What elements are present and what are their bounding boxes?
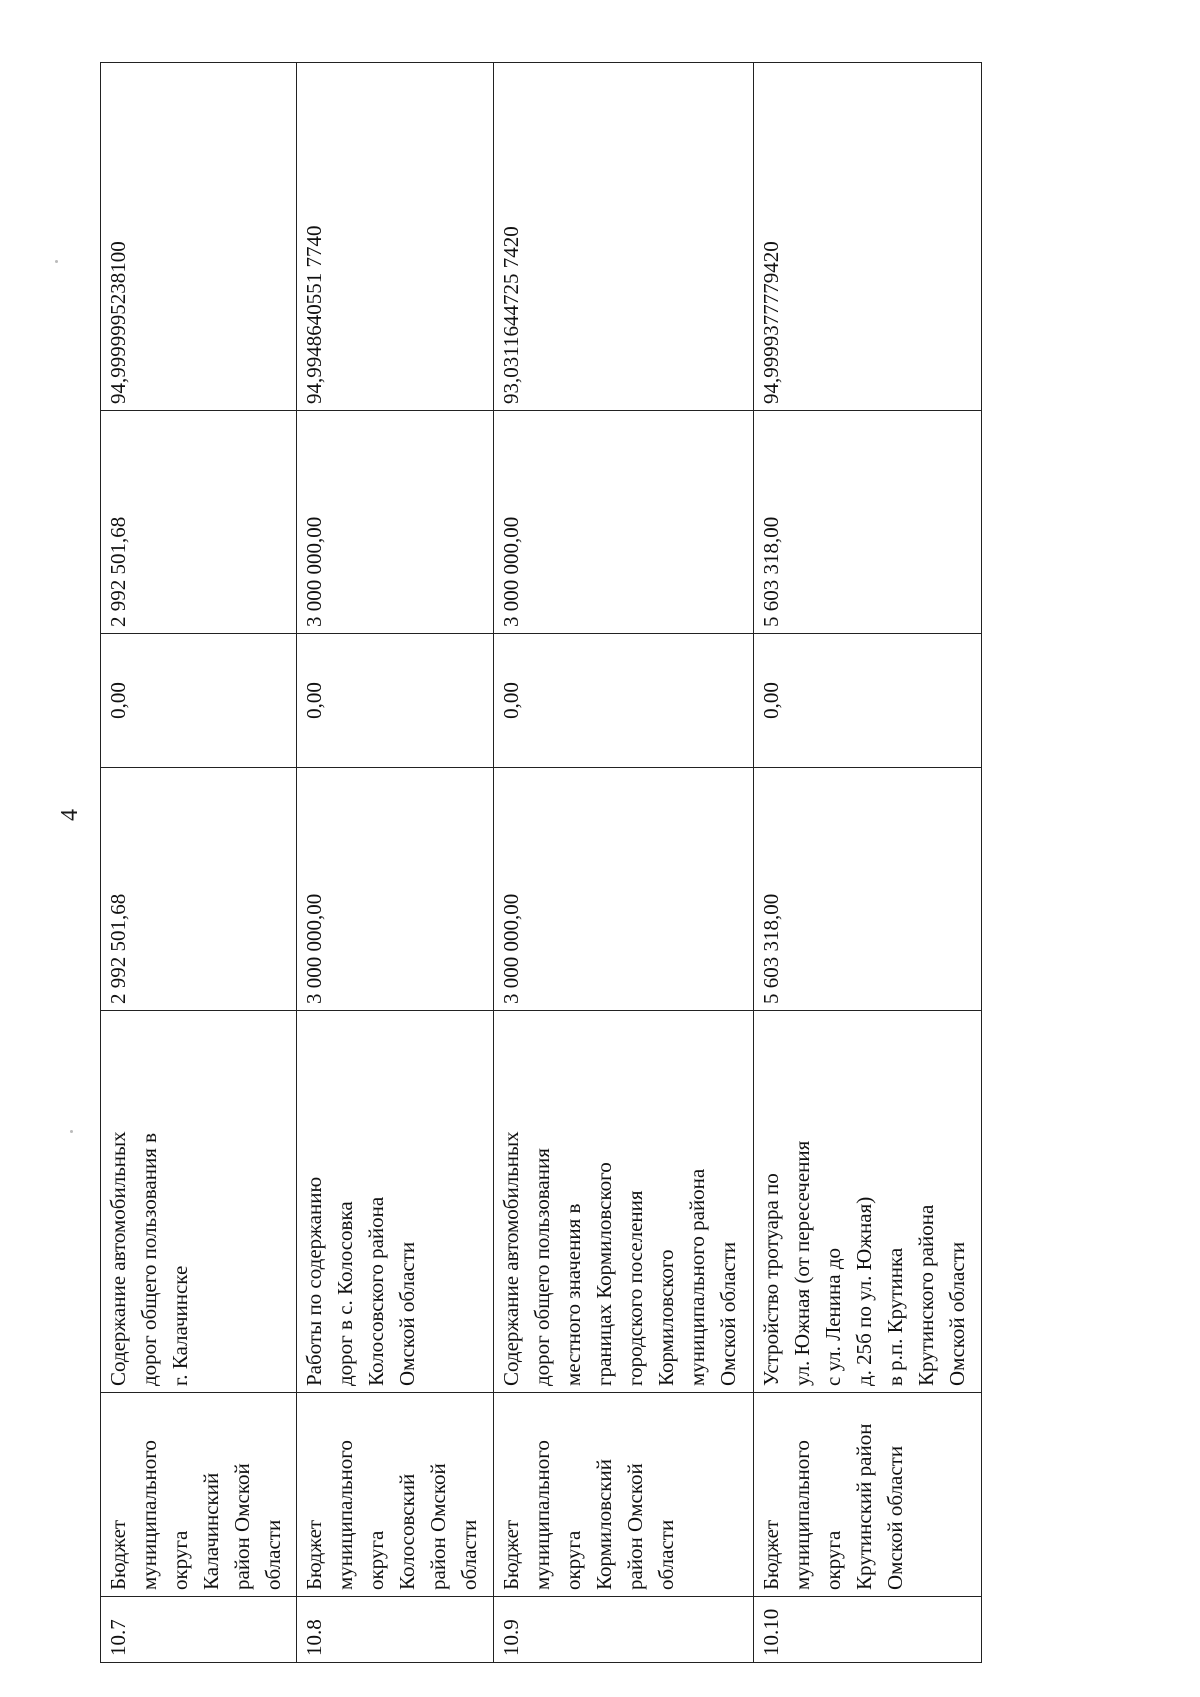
scan-speck	[70, 1130, 73, 1133]
zero-amount: 0,00	[297, 634, 493, 768]
amount: 3 000 000,00	[493, 768, 753, 1011]
percent-value: 94,9948640551 7740	[297, 63, 493, 411]
amount: 5 603 318,00	[753, 768, 981, 1011]
budget-source: Бюджет муниципального округа Калачинский район Омской области	[101, 1393, 297, 1597]
row-number: 10.8	[297, 1597, 493, 1663]
table-row	[493, 63, 753, 1663]
table-row	[753, 63, 981, 1663]
zero-amount: 0,00	[493, 634, 753, 768]
percent-value: 94,9999377779420	[753, 63, 981, 411]
percent-value: 93,0311644725 7420	[493, 63, 753, 411]
table-row	[101, 63, 297, 1663]
row-number: 10.10	[753, 1597, 981, 1663]
budget-table	[100, 62, 982, 1663]
zero-amount: 0,00	[101, 634, 297, 768]
page-number: 4	[56, 809, 83, 821]
budget-source: Бюджет муниципального округа Колосовский район Омской области	[297, 1393, 493, 1597]
total-amount: 5 603 318,00	[753, 411, 981, 634]
total-amount: 3 000 000,00	[493, 411, 753, 634]
work-name: Работы по содержанию дорог в с. Колосовка Колосовского района Омской области	[297, 1011, 493, 1393]
budget-source: Бюджет муниципального округа Кормиловский район Омской области	[493, 1393, 753, 1597]
amount: 2 992 501,68	[101, 768, 297, 1011]
percent-value: 94,9999995238100	[101, 63, 297, 411]
row-number: 10.9	[493, 1597, 753, 1663]
zero-amount: 0,00	[753, 634, 981, 768]
budget-source: Бюджет муниципального округа Крутинский район Омской области	[753, 1393, 981, 1597]
work-name: Устройство тротуара по ул. Южная (от пересечения с ул. Ленина до д. 25б по ул. Южная) в р.п. Крутинка Крутинского района Омской области	[753, 1011, 981, 1393]
work-name: Содержание автомобильных дорог общего пользования в г. Калачинске	[101, 1011, 297, 1393]
work-name: Содержание автомобильных дорог общего пользования местного значения в границах Кормиловского городского поселения Кормиловского муниципального района Омской области	[493, 1011, 753, 1393]
row-number: 10.7	[101, 1597, 297, 1663]
total-amount: 2 992 501,68	[101, 411, 297, 634]
total-amount: 3 000 000,00	[297, 411, 493, 634]
amount: 3 000 000,00	[297, 768, 493, 1011]
scan-speck	[55, 260, 58, 263]
rotated-table-wrapper	[100, 63, 982, 1663]
table-row	[297, 63, 493, 1663]
